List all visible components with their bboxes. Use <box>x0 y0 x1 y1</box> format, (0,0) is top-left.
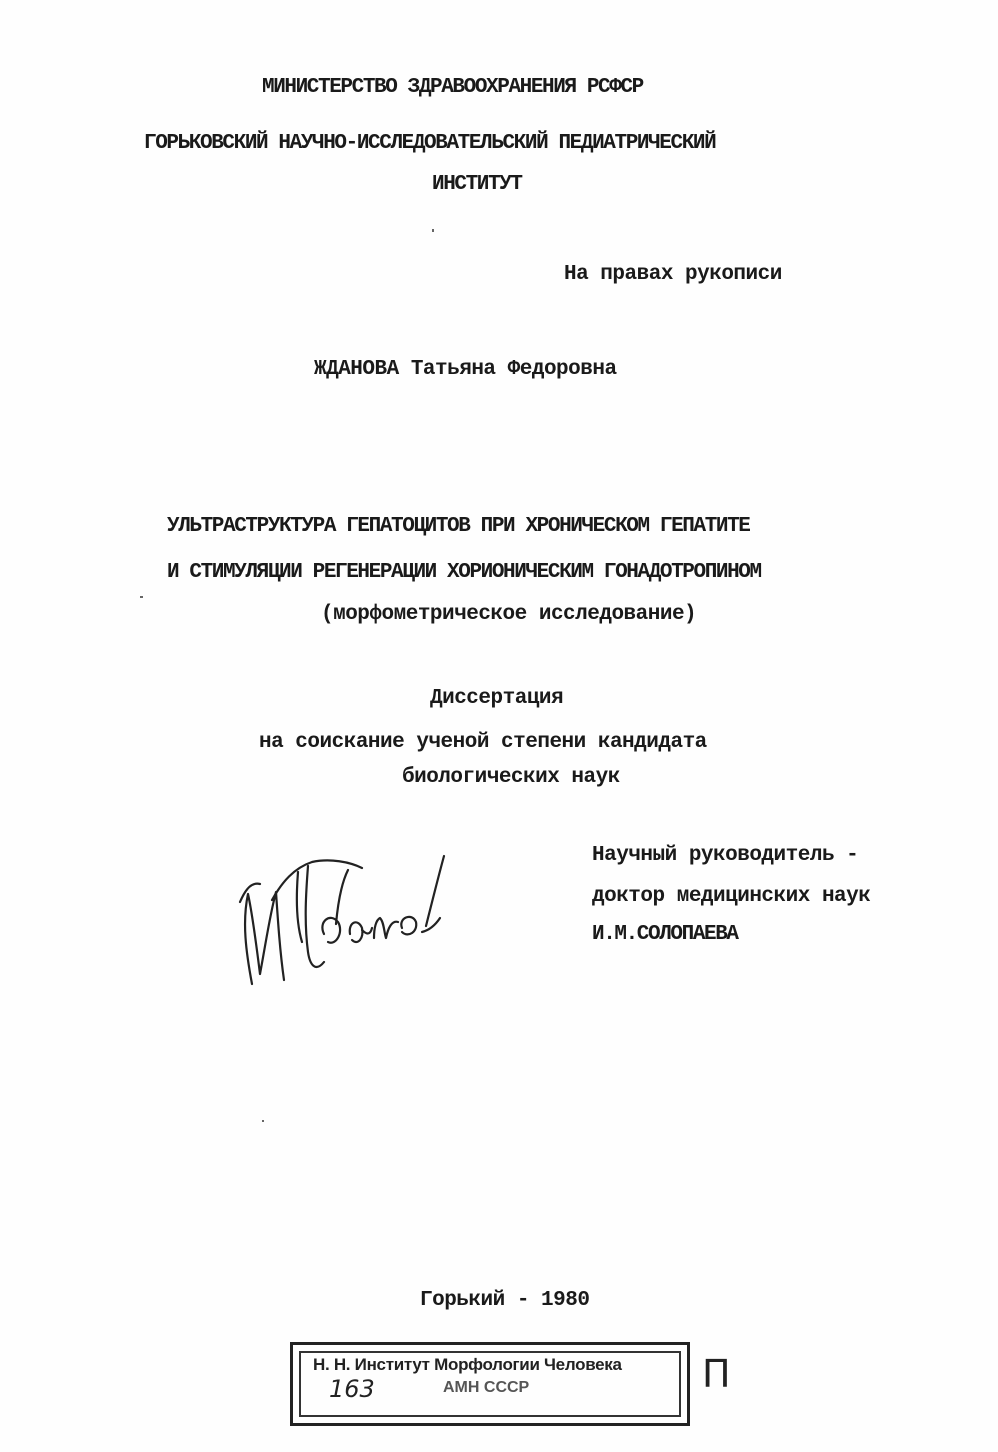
stamp-side-mark: П <box>702 1352 731 1396</box>
library-stamp <box>290 1342 690 1426</box>
title-subtitle: (морфометрическое исследование) <box>321 603 697 626</box>
paper-speck <box>140 596 143 598</box>
ministry-heading: МИНИСТЕРСТВО ЗДРАВООХРАНЕНИЯ РСФСР <box>262 76 643 99</box>
stamp-number: 163 <box>329 1375 375 1403</box>
supervisor-line2: доктор медицинских наук <box>592 885 871 908</box>
degree-line3: биологических наук <box>402 766 620 789</box>
degree-line1: Диссертация <box>430 687 564 710</box>
manuscript-note: На правах рукописи <box>564 263 782 286</box>
supervisor-line3: И.М.СОЛОПАЕВА <box>592 923 738 946</box>
stamp-academy: АМН СССР <box>443 1379 530 1396</box>
supervisor-line1: Научный руководитель - <box>592 844 859 867</box>
title-line1: УЛЬТРАСТРУКТУРА ГЕПАТОЦИТОВ ПРИ ХРОНИЧЕСКОМ ГЕПАТИТЕ <box>167 515 750 538</box>
place-year: Горький - 1980 <box>420 1289 590 1312</box>
stamp-institution: Н. Н. Институт Морфологии Человека <box>313 1355 622 1374</box>
title-line2: И СТИМУЛЯЦИИ РЕГЕНЕРАЦИИ ХОРИОНИЧЕСКИМ ГОНАДОТРОПИНОМ <box>167 561 761 584</box>
degree-line2: на соискание ученой степени кандидата <box>259 731 707 754</box>
paper-speck <box>262 1120 264 1122</box>
paper-speck <box>432 229 434 232</box>
institute-heading-line2: ИНСТИТУТ <box>432 173 522 196</box>
signature-image <box>212 842 474 992</box>
institute-heading-line1: ГОРЬКОВСКИЙ НАУЧНО-ИССЛЕДОВАТЕЛЬСКИЙ ПЕДИАТРИЧЕСКИЙ <box>144 132 716 155</box>
author-name: ЖДАНОВА Татьяна Федоровна <box>314 358 617 381</box>
